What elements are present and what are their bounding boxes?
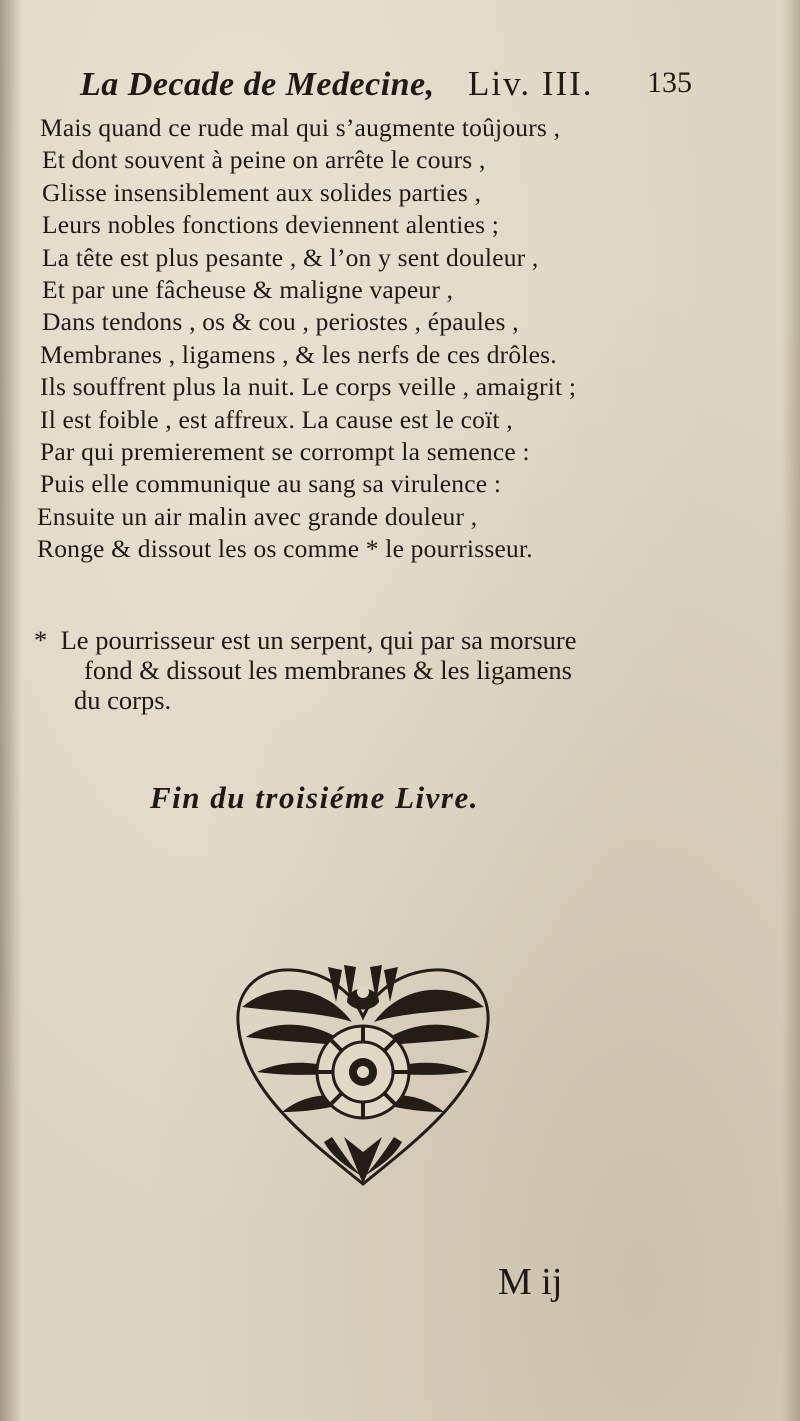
running-title: La Decade de Medecine, — [80, 66, 435, 103]
verse-line: Mais quand ce rude mal qui s’augmente toûjours , — [40, 113, 561, 142]
verse-line: Membranes , ligamens , & les nerfs de ces drôles. — [40, 339, 557, 369]
footnote-line — [34, 625, 724, 655]
footnote — [34, 625, 724, 715]
verse-block — [37, 112, 730, 565]
running-header — [80, 66, 720, 116]
signature-mark: M ij — [498, 1261, 563, 1303]
verse-line: Leurs nobles fonctions deviennent alenties ; — [42, 210, 500, 240]
verse-line: Et par une fâcheuse & maligne vapeur , — [42, 274, 454, 304]
fleuron-icon — [232, 962, 494, 1186]
footnote-line: du corps. — [74, 685, 172, 715]
verse-line: Ils souffrent plus la nuit. Le corps veille , amaigrit ; — [40, 372, 577, 402]
footnote-line: fond & dissout les membranes & les ligamens — [84, 655, 572, 685]
verse-line: Par qui premierement se corrompt la semence : — [40, 436, 530, 466]
verse-line: Dans tendons , os & cou , periostes , épaules , — [42, 307, 519, 337]
verse-line: La tête est plus pesante , & l’on y sent douleur , — [42, 242, 539, 272]
book-number: Liv. III. — [468, 64, 594, 103]
closing-line: Fin du troisiéme Livre. — [150, 780, 479, 815]
verse-line: Il est foible , est affreux. La cause est le coït , — [40, 404, 513, 434]
verse-line: Et dont souvent à peine on arrête le cours , — [42, 145, 486, 175]
page-edge-shadow — [782, 0, 800, 1421]
footnote-marker: * — [34, 625, 48, 655]
page-spine-shadow — [0, 0, 22, 1421]
footnote-text: Le pourrisseur est un serpent, qui par sa morsure — [60, 625, 577, 655]
page-number: 135 — [647, 66, 692, 99]
verse-line: Ensuite un air malin avec grande douleur , — [37, 501, 478, 531]
verse-line: Glisse insensiblement aux solides parties , — [42, 177, 482, 207]
verse-line: Ronge & dissout les os comme * le pourrisseur. — [37, 534, 533, 564]
verse-line: Puis elle communique au sang sa virulence : — [40, 469, 502, 499]
